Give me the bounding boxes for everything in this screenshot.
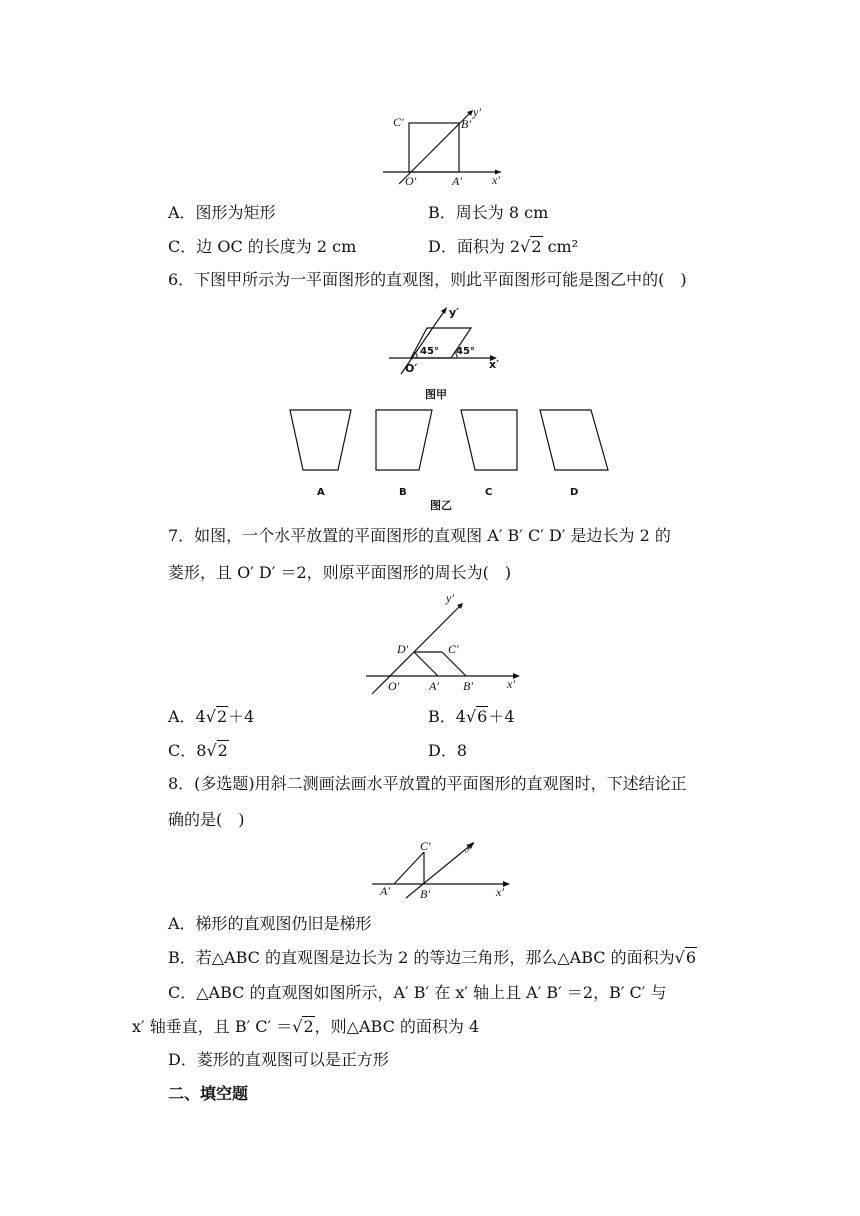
q8-label-b: B′: [420, 887, 430, 901]
q6-label-d: D: [570, 487, 579, 498]
q6-label-o: O′: [405, 362, 418, 375]
q8-label-c: C′: [420, 839, 431, 853]
sqrt-symbol: √: [674, 948, 685, 967]
q8-option-c-line2[interactable]: [132, 1016, 479, 1038]
q7-option-a-radicand: 2: [216, 707, 228, 726]
q8-option-b[interactable]: [168, 947, 697, 969]
q8-option-b-radicand: 6: [685, 948, 696, 967]
q7-label-y: y′: [446, 592, 454, 605]
q8-option-c-line2-suffix: ，则△ABC 的面积为 4: [314, 1017, 480, 1036]
q6-label-b: B: [399, 487, 407, 498]
q6-label-c: C: [485, 487, 493, 498]
q5-option-d-radicand: 2: [531, 237, 542, 256]
sqrt-symbol: √: [520, 237, 531, 256]
q8-option-c-line2-radicand: 2: [303, 1017, 314, 1036]
q8-stem-line2: 确的是( ): [168, 810, 245, 829]
q6-shape-c: [461, 410, 517, 470]
q7-figure: [362, 592, 528, 698]
q7-option-d[interactable]: D．8: [428, 741, 468, 760]
q5-label-o: O′: [405, 174, 417, 188]
q5-option-d-suffix: cm²: [542, 237, 579, 256]
q7-label-c: C′: [448, 642, 459, 656]
q6-figure-yi: [285, 405, 615, 513]
q7-stem-line1: 7．如图，一个水平放置的平面图形的直观图 A′ B′ C′ D′ 是边长为 2 的: [168, 526, 671, 545]
q6-label-angle2: 45°: [456, 346, 475, 357]
sqrt-symbol: √: [206, 741, 217, 760]
q5-label-a: A′: [452, 174, 462, 188]
q7-option-a[interactable]: [168, 706, 254, 728]
q5-option-d-prefix: D．面积为 2: [428, 237, 521, 256]
q8-option-c-line1[interactable]: C．△ABC 的直观图如图所示，A′ B′ 在 x′ 轴上且 A′ B′ ＝2，B′ C′ 与: [168, 983, 667, 1002]
sqrt-symbol: √: [205, 707, 216, 726]
q7-option-b-radicand: 6: [477, 707, 488, 726]
q6-caption-jia: 图甲: [425, 388, 447, 401]
q6-shape-d: [540, 410, 608, 470]
q5-option-a[interactable]: A．图形为矩形: [168, 203, 276, 222]
q8-stem-line1: 8．(多选题)用斜二测画法画水平放置的平面图形的直观图时，下述结论正: [168, 774, 687, 793]
q7-option-b[interactable]: [428, 706, 515, 728]
q7-option-a-prefix: A．4: [168, 707, 206, 726]
q5-option-d[interactable]: [428, 236, 578, 258]
sqrt-symbol: √: [292, 1017, 303, 1036]
q6-label-angle1: 45°: [420, 346, 439, 357]
q8-label-a: A′: [380, 884, 390, 898]
section-title: 二、填空题: [168, 1084, 249, 1103]
q7-option-c-radicand: 2: [217, 741, 228, 760]
q5-option-c[interactable]: C．边 OC 的长度为 2 cm: [168, 237, 357, 256]
q7-option-a-suffix: ＋4: [228, 707, 255, 726]
q7-stem-line2: 菱形，且 O′ D′ ＝2，则原平面图形的周长为( ): [168, 563, 512, 582]
q8-label-y: y′: [466, 839, 474, 853]
q7-option-c[interactable]: [168, 740, 229, 762]
q5-label-b: B′: [461, 117, 471, 131]
q5-option-b[interactable]: B．周长为 8 cm: [428, 203, 549, 222]
q7-label-d: D′: [397, 642, 409, 656]
q7-label-b: B′: [463, 679, 473, 693]
q7-option-b-prefix: B．4: [428, 707, 466, 726]
q8-label-x: x′: [496, 885, 504, 899]
q6-shape-b: [376, 410, 432, 470]
q8-option-c-line2-prefix: x′ 轴垂直，且 B′ C′ ＝: [132, 1017, 293, 1036]
q8-option-d[interactable]: D．菱形的直观图可以是正方形: [168, 1050, 389, 1069]
q7-option-c-prefix: C．8: [168, 741, 207, 760]
q7-option-b-suffix: ＋4: [488, 707, 515, 726]
q6-shape-a: [290, 410, 351, 470]
sqrt-symbol: √: [465, 707, 477, 726]
q5-label-c: C′: [393, 115, 404, 129]
q6-label-a: A: [317, 487, 325, 498]
q8-option-b-text: B．若△ABC 的直观图是边长为 2 的等边三角形，那么△ABC 的面积为: [168, 948, 675, 967]
q5-label-x: x′: [492, 173, 500, 187]
q6-caption-yi: 图乙: [430, 499, 452, 512]
q6-label-x: x′: [489, 358, 499, 371]
q8-figure: [368, 838, 518, 904]
q7-label-x: x′: [507, 677, 515, 691]
q6-stem: 6．下图甲所示为一平面图形的直观图，则此平面图形可能是图乙中的( ): [168, 270, 687, 289]
q8-option-a[interactable]: A．梯形的直观图仍旧是梯形: [168, 914, 372, 933]
q7-label-o: O′: [388, 679, 400, 693]
q7-label-a: A′: [429, 679, 439, 693]
q5-figure: [375, 103, 515, 193]
q6-figure-jia: [385, 302, 515, 402]
q6-label-y: y′: [449, 306, 460, 319]
q5-label-y: y′: [473, 105, 481, 119]
